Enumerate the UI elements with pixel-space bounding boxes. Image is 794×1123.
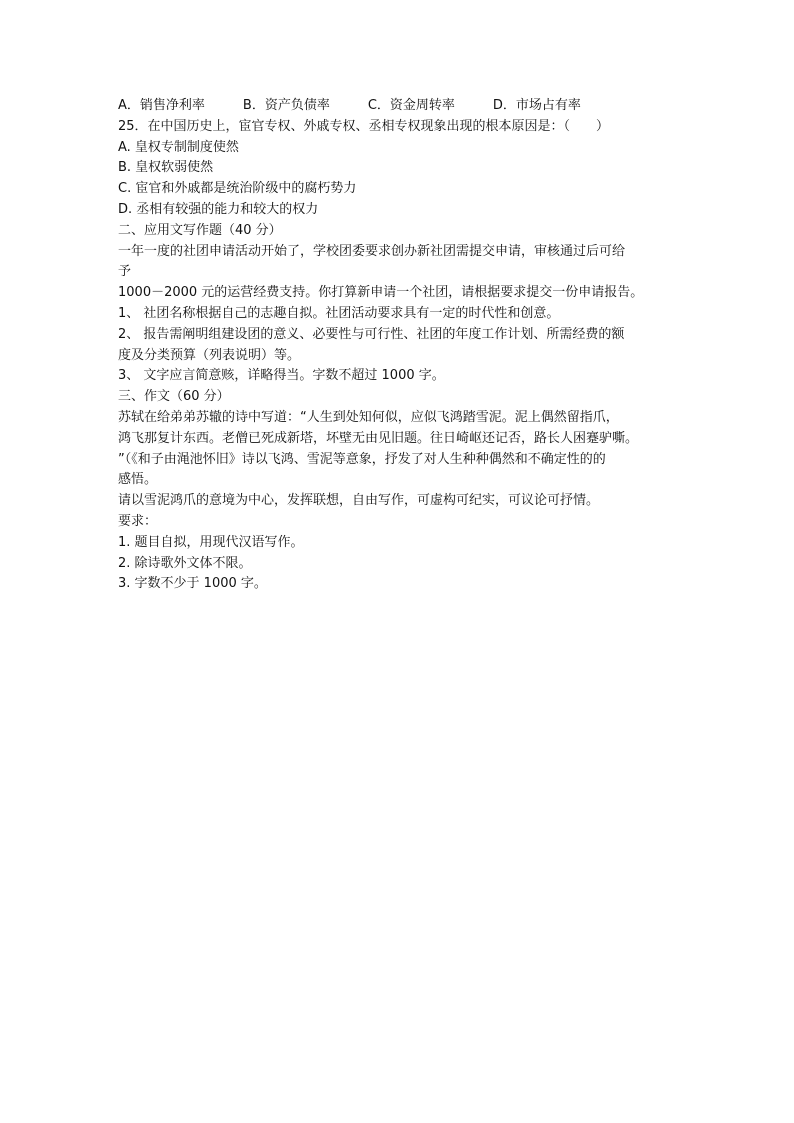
q25-option-c: C. 宦官和外戚都是统治阶级中的腐朽势力	[118, 181, 357, 197]
q25-option-a: A. 皇权专制制度使然	[118, 139, 239, 155]
section2-requirement-3: 3、 文字应言简意赅，详略得当。字数不超过 1000 字。	[118, 368, 445, 384]
section2-line: 1000－2000 元的运营经费支持。你打算新申请一个社团，请根据要求提交一份申请报告。	[118, 285, 644, 301]
section3-requirements-label: 要求：	[118, 513, 158, 529]
section3-requirement-2: 2. 除诗歌外文体不限。	[118, 555, 252, 571]
section2-line: 度及分类预算（列表说明）等。	[118, 347, 301, 363]
section2-line: 一年一度的社团申请活动开始了，学校团委要求创办新社团需提交申请，审核通过后可给	[118, 243, 626, 259]
section3-line: ”（《和子由渑池怀旧》诗以飞鸿、雪泥等意象，抒发了对人生种种偶然和不确定性的的	[118, 451, 606, 467]
section3-line: 苏轼在给弟弟苏辙的诗中写道：“人生到处知何似，应似飞鸿踏雪泥。泥上偶然留指爪，	[118, 409, 619, 425]
document-page	[118, 96, 698, 595]
q24-option-b: B．资产负债率	[242, 98, 330, 113]
q24-option-a: A．销售净利率	[118, 98, 205, 113]
section3-requirement-1: 1. 题目自拟，用现代汉语写作。	[118, 534, 304, 550]
q24-option-c: C．资金周转率	[367, 98, 455, 113]
section3-prompt: 请以雪泥鸿爪的意境为中心，发挥联想，自由写作，可虚构可纪实，可议论可抒情。	[118, 493, 600, 509]
section3-line: 感悟。	[118, 472, 158, 488]
section2-requirement-1: 1、 社团名称根据自己的志趣自拟。社团活动要求具有一定的时代性和创意。	[118, 305, 560, 321]
q25-stem: 25．在中国历史上，宦官专权、外戚专权、丞相专权现象出现的根本原因是：（ ）	[118, 118, 610, 134]
section2-heading: 二、应用文写作题（40 分）	[118, 222, 282, 238]
q24-options-row	[118, 96, 698, 117]
q24-option-d: D．市场占有率	[492, 98, 581, 113]
section2-line: 予	[118, 264, 132, 280]
section3-heading: 三、作文（60 分）	[118, 389, 230, 405]
section3-line: 鸿飞那复计东西。老僧已死成新塔，坏壁无由见旧题。往日崎岖还记否，路长人困蹇驴嘶。	[118, 430, 639, 446]
section3-requirement-3: 3. 字数不少于 1000 字。	[118, 576, 267, 592]
q25-option-d: D. 丞相有较强的能力和较大的权力	[118, 201, 319, 217]
section2-requirement-2: 2、 报告需阐明组建设团的意义、必要性与可行性、社团的年度工作计划、所需经费的额	[118, 326, 625, 342]
q25-option-b: B. 皇权软弱使然	[118, 160, 214, 176]
